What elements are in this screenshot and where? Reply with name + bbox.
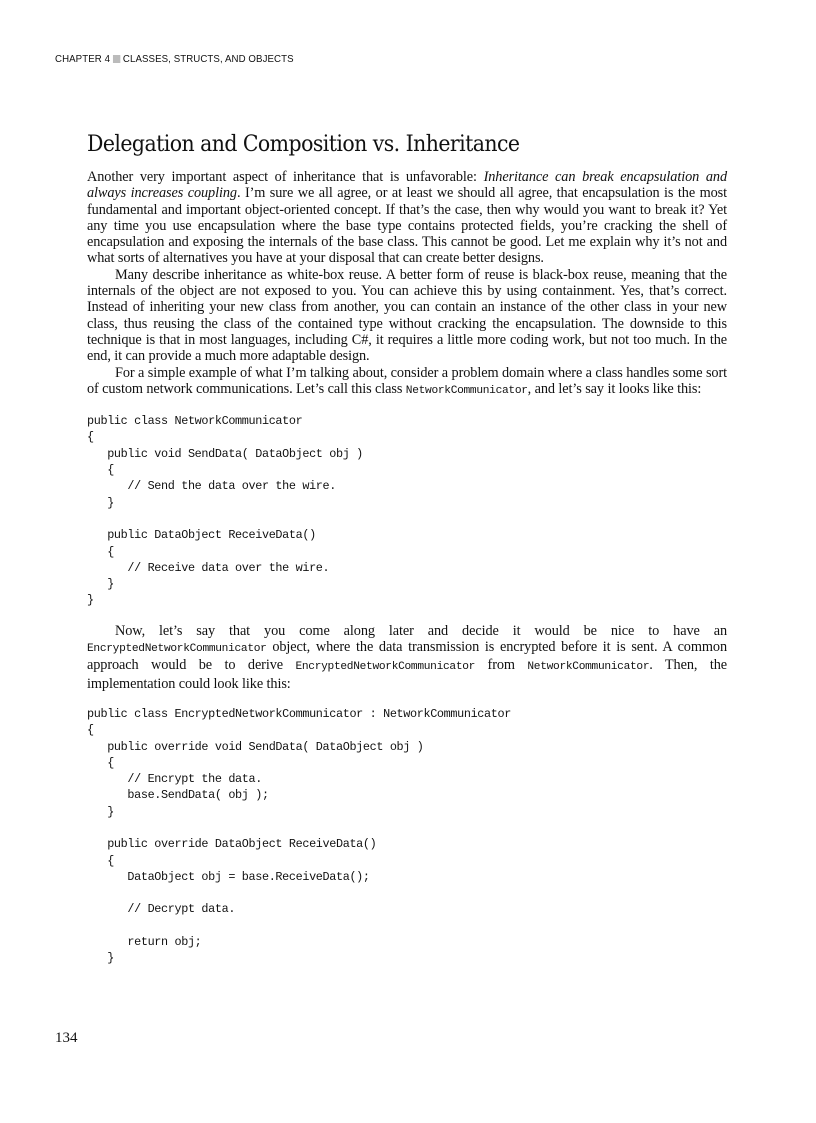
paragraph-3-end: , and let’s say it looks like this: [527, 380, 702, 397]
paragraph-4 [87, 623, 727, 692]
inline-code-derived-class: EncryptedNetworkCommunicator [87, 643, 267, 656]
running-header [55, 53, 294, 65]
paragraph-3 [87, 365, 727, 400]
paragraph-4-end: . Then, the implementation could look like this: [87, 657, 728, 692]
page-number: 134 [55, 1030, 78, 1046]
chapter-title: CLASSES, STRUCTS, AND OBJECTS [122, 53, 294, 65]
page-content [87, 132, 727, 967]
paragraph-1-end: . I’m sure we all agree, or at least we should all agree, that encapsulation is the most fundamental and important object-oriented concept. If that’s the case, then why would you want to break it? Yet any time you use encapsulation where the base type contains protected fields, you’re cracking the shell of encapsulation and exposing the internals of the base class. This cannot be good. Let me explain why it’s not and what sorts of alternatives you have at your disposal that can create better designs. [87, 185, 727, 267]
code-listing-1: public class NetworkCommunicator { public void SendData( DataObject obj ) { // Send the data over the wire. } public DataObject ReceiveData() { // Receive data over the wire. } } [87, 414, 363, 608]
paragraph-1 [87, 169, 727, 267]
paragraph-1-emphasis: Inheritance can break encapsulation and always increases coupling [87, 169, 727, 202]
paragraph-3-start: For a simple example of what I’m talking about, consider a problem domain where a class handles some sort of custom network communications. Let’s call this class [87, 364, 727, 397]
inline-code-class-name: NetworkCommunicator [405, 384, 528, 397]
code-listing-2: public class EncryptedNetworkCommunicator : NetworkCommunicator { public override void SendData( DataObject obj ) { // Encrypt the data. base.SendData( obj ); } public override DataObject ReceiveData() { DataObject obj = base.ReceiveData(); // Decrypt data. return obj; } [87, 706, 511, 966]
paragraph-2: Many describe inheritance as white-box reuse. A better form of reuse is black-box reuse, meaning that the internals of the object are not exposed to you. You can achieve this by using containment. Yes, that’s correct. Instead of inheriting your new class from another, you can contain an instance of the other class in your new class, thus reusing the class of the contained type without cracking the encapsulation. The downside to this technique is that in most languages, including C#, it requires a little more coding work, but not too much. In the end, it can provide a much more adaptable design. [87, 266, 727, 365]
paragraph-4-mid-2: from [475, 657, 528, 674]
inline-code-derived-class-2: EncryptedNetworkCommunicator [295, 661, 476, 674]
paragraph-1-start: Another very important aspect of inheritance that is unfavorable: [87, 169, 484, 185]
paragraph-4-mid: object, where the data transmission is encrypted before it is sent. A common approach would be to derive [87, 639, 727, 674]
chapter-number: CHAPTER 4 [55, 53, 111, 65]
section-heading: Delegation and Composition vs. Inheritance [87, 132, 520, 157]
paragraph-4-start: Now, let’s say that you come along later and decide it would be nice to have an [115, 622, 727, 639]
inline-code-base-class: NetworkCommunicator [527, 661, 650, 674]
separator-square-icon [113, 55, 120, 63]
